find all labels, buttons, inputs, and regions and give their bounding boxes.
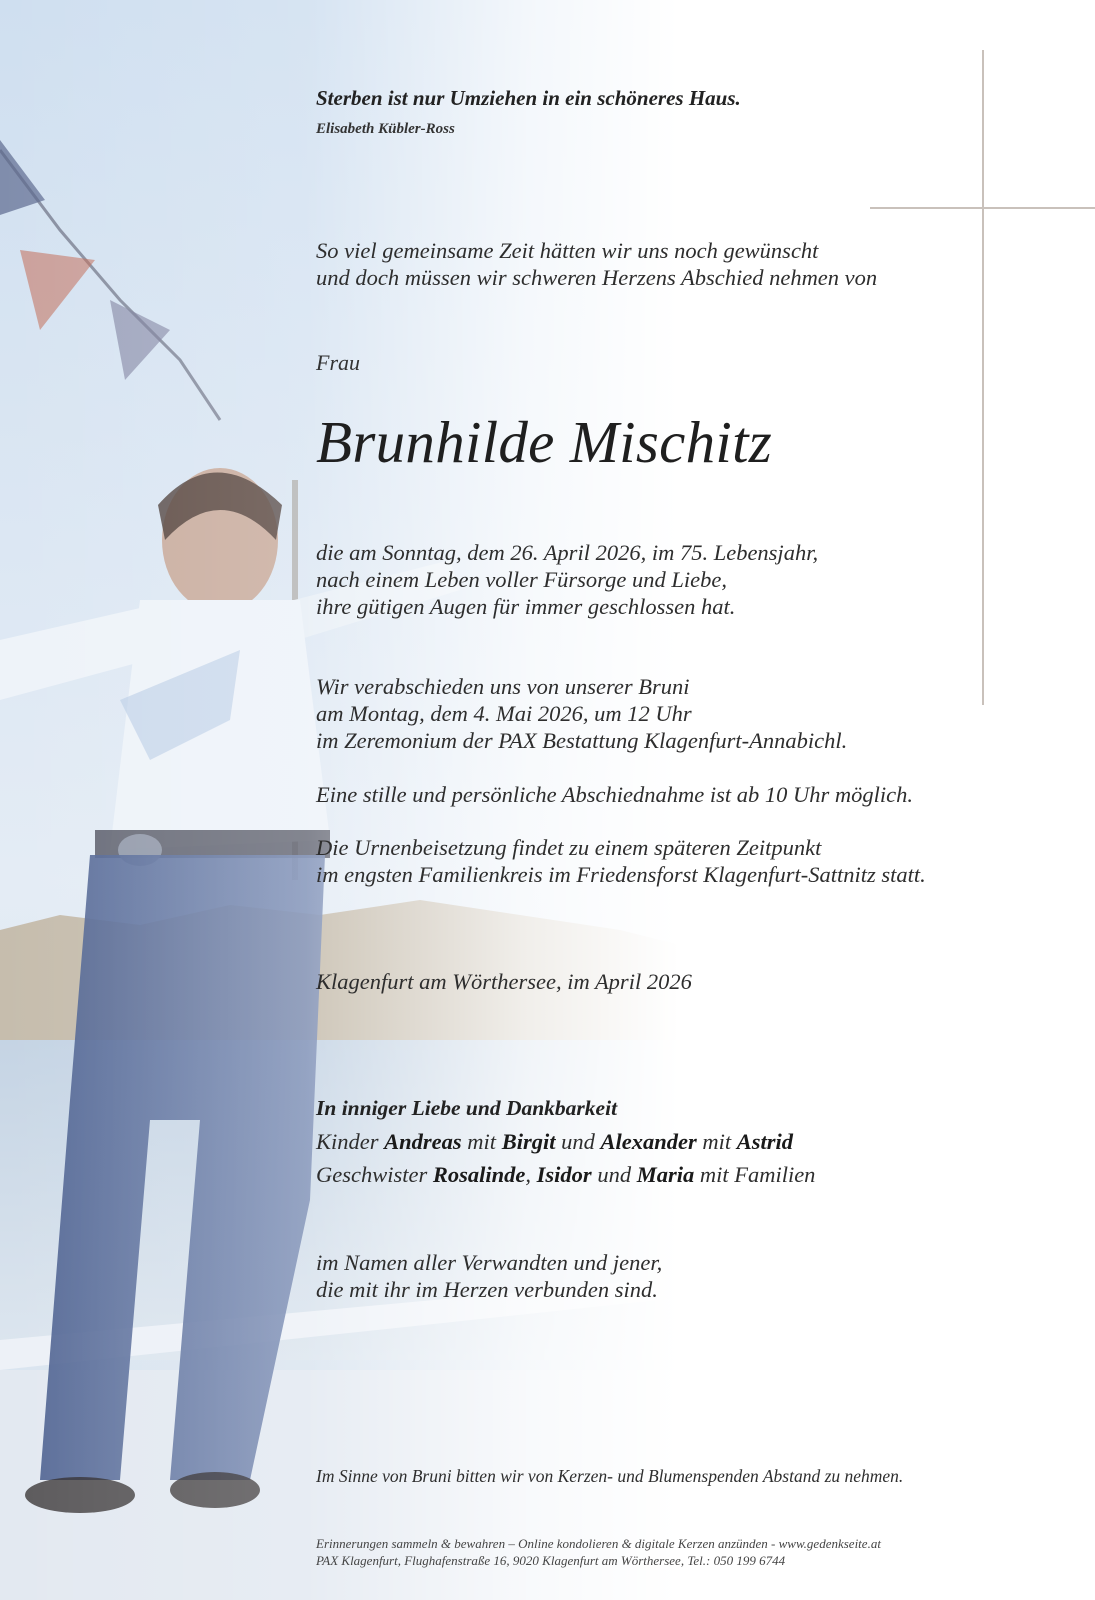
family-suffix: mit Familien bbox=[699, 1162, 816, 1187]
family-siblings bbox=[316, 1162, 815, 1188]
farewell-line: am Montag, dem 4. Mai 2026, um 12 Uhr bbox=[316, 701, 692, 726]
urn-burial-info bbox=[316, 834, 926, 888]
family-member-name: Birgit bbox=[501, 1129, 556, 1154]
death-notice-line: ihre gütigen Augen für immer geschlossen hat. bbox=[316, 594, 736, 619]
intro-line: und doch müssen wir schweren Herzens Abschied nehmen von bbox=[316, 265, 878, 290]
connector-word: mit bbox=[702, 1129, 732, 1154]
family-prefix: Kinder bbox=[316, 1129, 379, 1154]
signoff: In inniger Liebe und Dankbarkeit bbox=[316, 1096, 618, 1120]
footer-line: PAX Klagenfurt, Flughafenstraße 16, 9020 Klagenfurt am Wörthersee, Tel.: 050 199 6744 bbox=[316, 1553, 786, 1568]
intro-text bbox=[316, 237, 877, 291]
donation-note: Im Sinne von Bruni bitten wir von Kerzen- und Blumenspenden Abstand zu nehmen. bbox=[316, 1466, 904, 1486]
farewell-line: Wir verabschieden uns von unserer Bruni bbox=[316, 674, 690, 699]
place-date: Klagenfurt am Wörthersee, im April 2026 bbox=[316, 969, 692, 994]
family-member-name: Astrid bbox=[736, 1129, 794, 1154]
viewing-info: Eine stille und persönliche Abschiednahme ist ab 10 Uhr möglich. bbox=[316, 782, 914, 807]
death-notice bbox=[316, 539, 818, 620]
urn-line: Die Urnenbeisetzung findet zu einem späteren Zeitpunkt bbox=[316, 835, 822, 860]
relatives-text bbox=[316, 1249, 662, 1303]
motto-author: Elisabeth Kübler-Ross bbox=[316, 121, 455, 137]
farewell-line: im Zeremonium der PAX Bestattung Klagenfurt-Annabichl. bbox=[316, 728, 848, 753]
family-member-name: Rosalinde bbox=[432, 1162, 526, 1187]
family-children bbox=[316, 1129, 793, 1155]
footer bbox=[316, 1535, 881, 1569]
farewell-details bbox=[316, 673, 847, 754]
connector-word: und bbox=[597, 1162, 632, 1187]
family-member-name: Alexander bbox=[600, 1129, 697, 1154]
cross-vertical-bar bbox=[982, 50, 984, 705]
motto-quote: Sterben ist nur Umziehen in ein schöneres Haus. bbox=[316, 86, 741, 110]
salutation: Frau bbox=[316, 350, 360, 375]
family-member-name: Isidor bbox=[536, 1162, 592, 1187]
connector-word: mit bbox=[467, 1129, 497, 1154]
intro-line: So viel gemeinsame Zeit hätten wir uns noch gewünscht bbox=[316, 238, 819, 263]
death-notice-line: nach einem Leben voller Fürsorge und Liebe, bbox=[316, 567, 727, 592]
relatives-line: im Namen aller Verwandten und jener, bbox=[316, 1250, 663, 1275]
urn-line: im engsten Familienkreis im Friedensforst Klagenfurt-Sattnitz statt. bbox=[316, 862, 926, 887]
footer-line: Erinnerungen sammeln & bewahren – Online kondolieren & digitale Kerzen anzünden - www.gedenkseite.at bbox=[316, 1536, 881, 1551]
family-prefix: Geschwister bbox=[316, 1162, 428, 1187]
connector-word: und bbox=[561, 1129, 595, 1154]
deceased-name: Brunhilde Mischitz bbox=[316, 409, 773, 475]
family-member-name: Andreas bbox=[384, 1129, 462, 1154]
family-member-name: Maria bbox=[636, 1162, 695, 1187]
comma: , bbox=[525, 1162, 532, 1187]
death-notice-line: die am Sonntag, dem 26. April 2026, im 75. Lebensjahr, bbox=[316, 540, 819, 565]
cross-horizontal-bar bbox=[870, 207, 1095, 209]
relatives-line: die mit ihr im Herzen verbunden sind. bbox=[316, 1277, 658, 1302]
